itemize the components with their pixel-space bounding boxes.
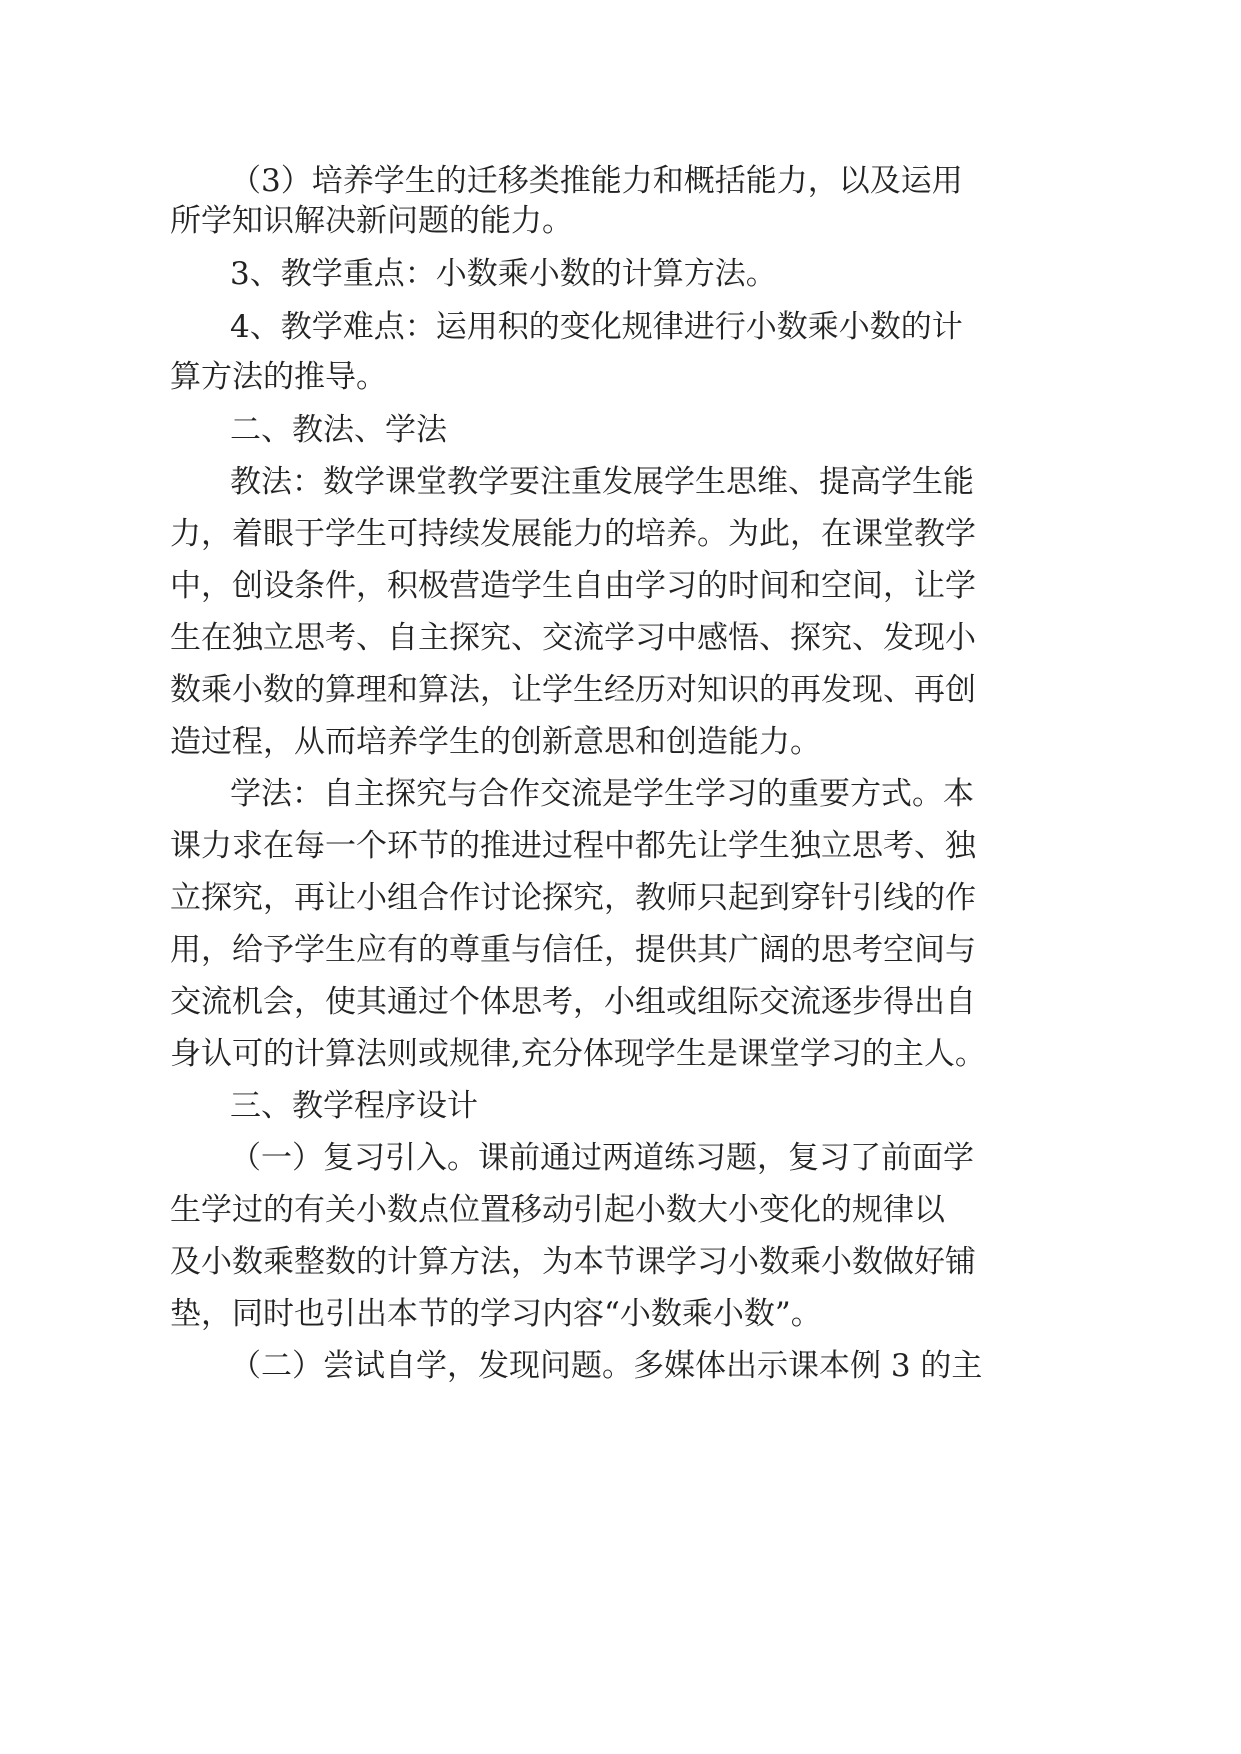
text-line: 用，给予学生应有的尊重与信任，提供其广阔的思考空间与 — [170, 932, 976, 968]
text-line: （二）尝试自学，发现问题。多媒体出示课本例 3 的主 — [230, 1348, 983, 1384]
text-line: 课力求在每一个环节的推进过程中都先让学生独立思考、独 — [170, 828, 976, 864]
text-line: 交流机会，使其通过个体思考，小组或组际交流逐步得出自 — [170, 984, 976, 1020]
text-line: 身认可的计算法则或规律,充分体现学生是课堂学习的主人。 — [170, 1036, 986, 1072]
text-line: 数乘小数的算理和算法，让学生经历对知识的再发现、再创 — [170, 672, 976, 708]
text-line: 学法：自主探究与合作交流是学生学习的重要方式。本 — [230, 776, 974, 812]
text-line: 立探究，再让小组合作讨论探究，教师只起到穿针引线的作 — [170, 880, 976, 916]
section-heading: 二、教法、学法 — [230, 412, 447, 448]
text-line: 教法：数学课堂教学要注重发展学生思维、提高学生能 — [230, 464, 974, 500]
text-line: 3、教学重点：小数乘小数的计算方法。 — [230, 256, 777, 292]
text-line: （3）培养学生的迁移类推能力和概括能力，以及运用 — [230, 163, 963, 199]
text-line: 所学知识解决新问题的能力。 — [170, 203, 573, 239]
text-line: 生在独立思考、自主探究、交流学习中感悟、探究、发现小 — [170, 620, 976, 656]
text-line: （一）复习引入。课前通过两道练习题，复习了前面学 — [230, 1140, 974, 1176]
text-line: 算方法的推导。 — [170, 359, 387, 395]
text-line: 及小数乘整数的计算方法，为本节课学习小数乘小数做好铺 — [170, 1244, 976, 1280]
text-line: 垫，同时也引出本节的学习内容“小数乘小数”。 — [170, 1296, 822, 1332]
text-line: 生学过的有关小数点位置移动引起小数大小变化的规律以 — [170, 1192, 945, 1228]
text-line: 造过程，从而培养学生的创新意思和创造能力。 — [170, 724, 821, 760]
section-heading: 三、教学程序设计 — [230, 1088, 478, 1124]
text-line: 4、教学难点：运用积的变化规律进行小数乘小数的计 — [230, 309, 963, 345]
text-line: 中，创设条件，积极营造学生自由学习的时间和空间，让学 — [170, 568, 976, 604]
text-line: 力，着眼于学生可持续发展能力的培养。为此，在课堂教学 — [170, 516, 976, 552]
